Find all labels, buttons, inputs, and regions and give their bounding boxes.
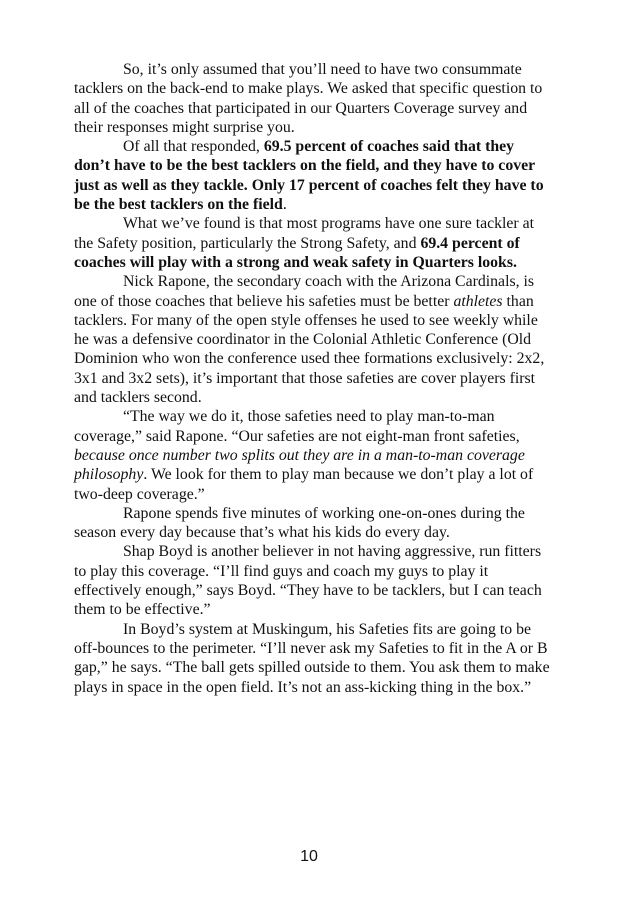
italic-emphasis: because once number two splits out they are in a man-to-man coverage philosophy — [74, 446, 525, 484]
text-segment: So, it’s only assumed that you’ll need to have two consummate tacklers on the back-end to make plays. We asked that specific question to all of the coaches that participated in our Quarters Coverage survey and their responses might surprise you. — [74, 61, 543, 136]
text-segment: Of all that responded, — [123, 138, 264, 156]
text-segment: . — [282, 196, 287, 214]
text-segment: Shap Boyd is another believer in not having aggressive, run fitters to play this coverage. “I’ll find guys and coach my guys to play it effectively enough,” says Boyd. “They have to be tacklers, but I can teach them to be effective.” — [74, 543, 542, 619]
paragraph-survey-results — [74, 137, 550, 214]
text-segment: Nick Rapone, the secondary coach with the Arizona Cardinals, is one of those coaches that believe his safeties must be better — [74, 273, 535, 310]
paragraph-boyd-system — [74, 620, 550, 697]
text-segment: “The way we do it, those safeties need to play man-to-man coverage,” said Rapone. “Our safeties are not eight-man front safeties, — [74, 408, 520, 445]
paragraph-rapone-intro — [74, 272, 550, 407]
text-segment: than tacklers. For many of the open style offenses he used to see weekly while he was a defensive coordinator in the Colonial Athletic Conference (Old Dominion who won the conference used thee formations exclusively: 2x2, 3x1 and 3x2 sets), it’s important that those safeties are cover players first and tacklers second. — [74, 292, 545, 407]
paragraph-safety-tackler — [74, 214, 550, 272]
paragraph-boyd-intro — [74, 542, 550, 619]
document-body — [74, 60, 550, 697]
text-segment: . We look for them to play man because we don’t play a lot of two-deep coverage.” — [74, 466, 534, 503]
paragraph-survey-intro — [74, 60, 550, 137]
bold-statistic: 69.4 percent of coaches will play with a strong and weak safety in Quarters looks. — [74, 234, 520, 271]
text-segment: Rapone spends five minutes of working one-on-ones during the season every day because that’s what his kids do every day. — [74, 504, 525, 542]
italic-emphasis: athletes — [453, 292, 503, 310]
bold-statistic: 69.5 percent of coaches said that they don’t have to be the best tacklers on the field, and they have to cover just as well as they tackle. Only 17 percent of coaches felt they have to be the best tacklers on the field — [74, 138, 544, 214]
text-segment: What we’ve found is that most programs have one sure tackler at the Safety position, particularly the Strong Safety, and — [74, 215, 535, 252]
page-number: 10 — [300, 848, 318, 865]
paragraph-rapone-quote — [74, 407, 550, 503]
paragraph-rapone-drills — [74, 504, 550, 543]
text-segment: In Boyd’s system at Muskingum, his Safeties fits are going to be off-bounces to the perimeter. “I’ll never ask my Safeties to fit in the A or B gap,” he says. “The ball gets spilled outside to them. You ask them to make plays in space in the open field. It’s not an ass-kicking thing in the box.” — [74, 620, 550, 696]
